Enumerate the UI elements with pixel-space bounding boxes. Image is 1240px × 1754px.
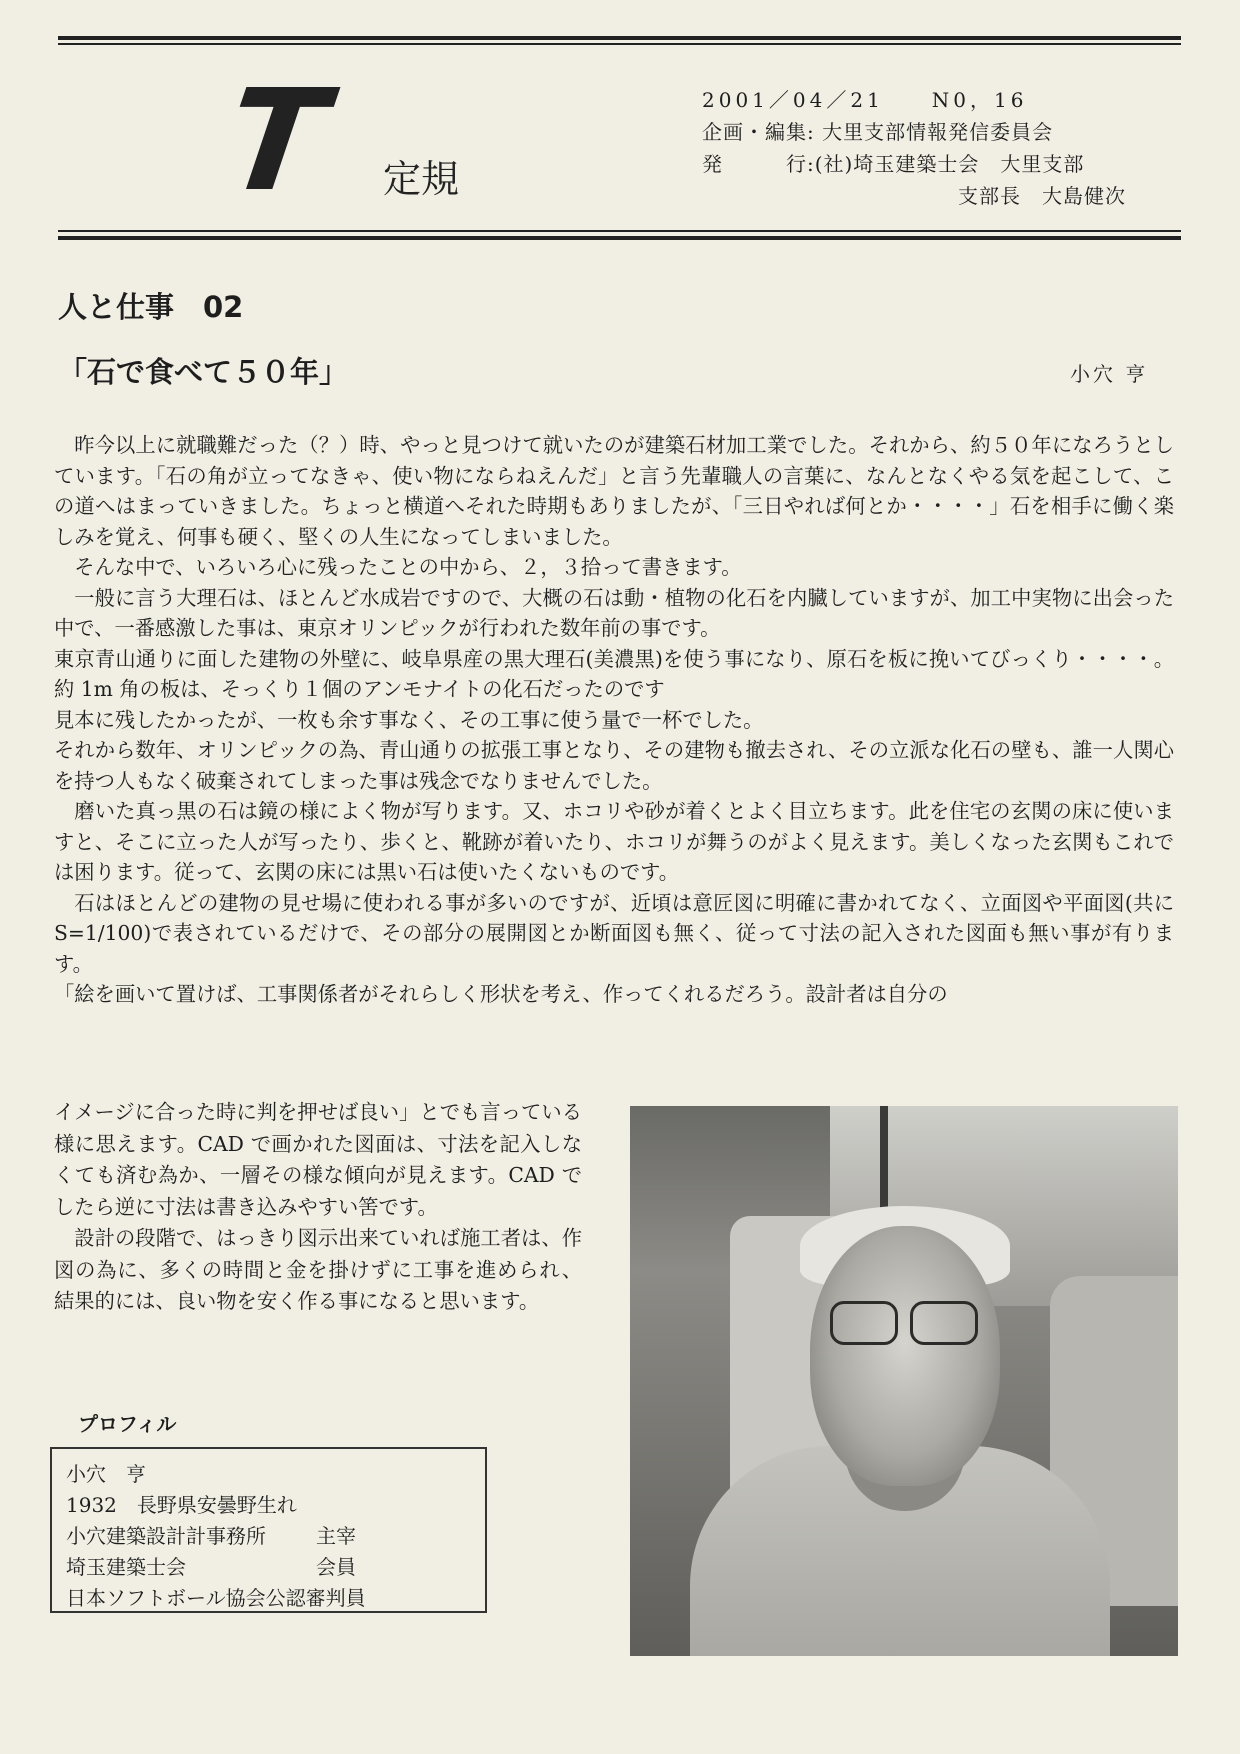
profile-birth: 1932 長野県安曇野生れ	[66, 1493, 297, 1517]
article-paragraph: そんな中で、いろいろ心に残ったことの中から、２，３拾って書きます。	[74, 555, 742, 579]
photo-glasses-right	[910, 1301, 978, 1345]
profile-office-role: 主宰	[316, 1524, 356, 1548]
profile-association: 埼玉建築士会	[66, 1555, 186, 1579]
article-title: 「石で食べて５０年」	[58, 355, 349, 389]
header-bottom-rule-inner	[58, 230, 1181, 232]
profile-box	[50, 1447, 487, 1613]
profile-referee: 日本ソフトボール協会公認審判員	[66, 1586, 366, 1610]
editor-line: 企画・編集: 大里支部情報発信委員会	[702, 120, 1054, 144]
header-top-rule	[58, 36, 1181, 40]
profile-heading: プロフィル	[78, 1412, 177, 1436]
article-paragraph: 磨いた真っ黒の石は鏡の様によく物が写ります。又、ホコリや砂が着くとよく目立ちます。此を住宅の玄関の床に使いますと、そこに立った人が写ったり、歩くと、靴跡が着いたり、ホコリが舞うのがよく見えます。美しくなった玄関もこれでは困ります。従って、玄関の床には黒い石は使いたくないものです。	[54, 799, 1174, 884]
issue-date-number: 2001／04／21 N0，16	[702, 88, 1028, 112]
article-paragraph: 石はほとんどの建物の見せ場に使われる事が多いのですが、近頃は意匠図に明確に書かれてなく、立面図や平面図(共に S=1/100)で表されているだけで、その部分の展開図とか断面図も無く、従って寸法の記入された図面も無い事が有ります。	[54, 890, 1195, 976]
article-paragraph: 東京青山通りに面した建物の外壁に、岐阜県産の黒大理石(美濃黒)を使う事になり、原石を板に挽いてびっくり・・・・。約 1m 角の板は、そっくり１個のアンモナイトの化石だったのです	[54, 646, 1174, 701]
chief-line: 支部長 大島健次	[958, 184, 1126, 208]
logo-letter: T	[216, 60, 336, 223]
article-author: 小穴 亨	[1070, 362, 1149, 386]
article-paragraph: イメージに合った時に判を押せば良い」とでも言っている様に思えます。CAD で画かれた図面は、寸法を記入しなくても済む為か、一層その様な傾向が見えます。CAD でしたら逆に寸法は書き込みやすい筈です。	[54, 1100, 582, 1219]
profile-office-row	[66, 1521, 471, 1552]
article-paragraph: 昨今以上に就職難だった（？）時、やっと見つけて就いたのが建築石材加工業でした。それから、約５０年になろうとしています。「石の角が立ってなきゃ、使い物にならねえんだ」と言う先輩職人の言葉に、なんとなくやる気を起こして、この道へはまっていきました。ちょっと横道へそれた時期もありましたが、「三日やれば何とか・・・・」石を相手に働く楽しみを覚え、何事も硬く、堅くの人生になってしまいました。	[54, 433, 1174, 549]
article-body-column	[54, 1097, 582, 1318]
profile-name: 小穴 亨	[66, 1462, 146, 1486]
profile-office: 小穴建築設計計事務所	[66, 1524, 266, 1548]
logo-word: 定規	[383, 157, 460, 201]
publisher-line: 発 行:(社)埼玉建築士会 大里支部	[702, 152, 1085, 176]
article-paragraph: 設計の段階で、はっきり図示出来ていれば施工者は、作図の為に、多くの時間と金を掛けずに工事を進められ、結果的には、良い物を安く作る事になると思います。	[54, 1226, 582, 1313]
section-title: 人と仕事 02	[58, 290, 244, 324]
header-bottom-rule	[58, 236, 1181, 240]
photo-face	[810, 1226, 1000, 1486]
header-top-rule-inner	[58, 43, 1181, 45]
profile-association-row	[66, 1552, 471, 1583]
photo-glasses-left	[830, 1301, 898, 1345]
article-paragraph: 見本に残したかったが、一枚も余す事なく、その工事に使う量で一杯でした。	[54, 707, 764, 732]
article-paragraph: 「絵を画いて置けば、工事関係者がそれらしく形状を考え、作ってくれるだろう。設計者は自分の	[54, 982, 948, 1006]
article-body	[54, 430, 1195, 1010]
article-paragraph: 一般に言う大理石は、ほとんど水成岩ですので、大概の石は動・植物の化石を内臓していますが、加工中実物に出会った中で、一番感激した事は、東京オリンピックが行われた数年前の事です。	[54, 585, 1174, 640]
profile-association-role: 会員	[316, 1555, 356, 1579]
article-paragraph: それから数年、オリンピックの為、青山通りの拡張工事となり、その建物も撤去され、その立派な化石の壁も、誰一人関心を持つ人もなく破棄されてしまった事は残念でなりませんでした。	[54, 738, 1174, 793]
author-photo	[630, 1106, 1178, 1656]
